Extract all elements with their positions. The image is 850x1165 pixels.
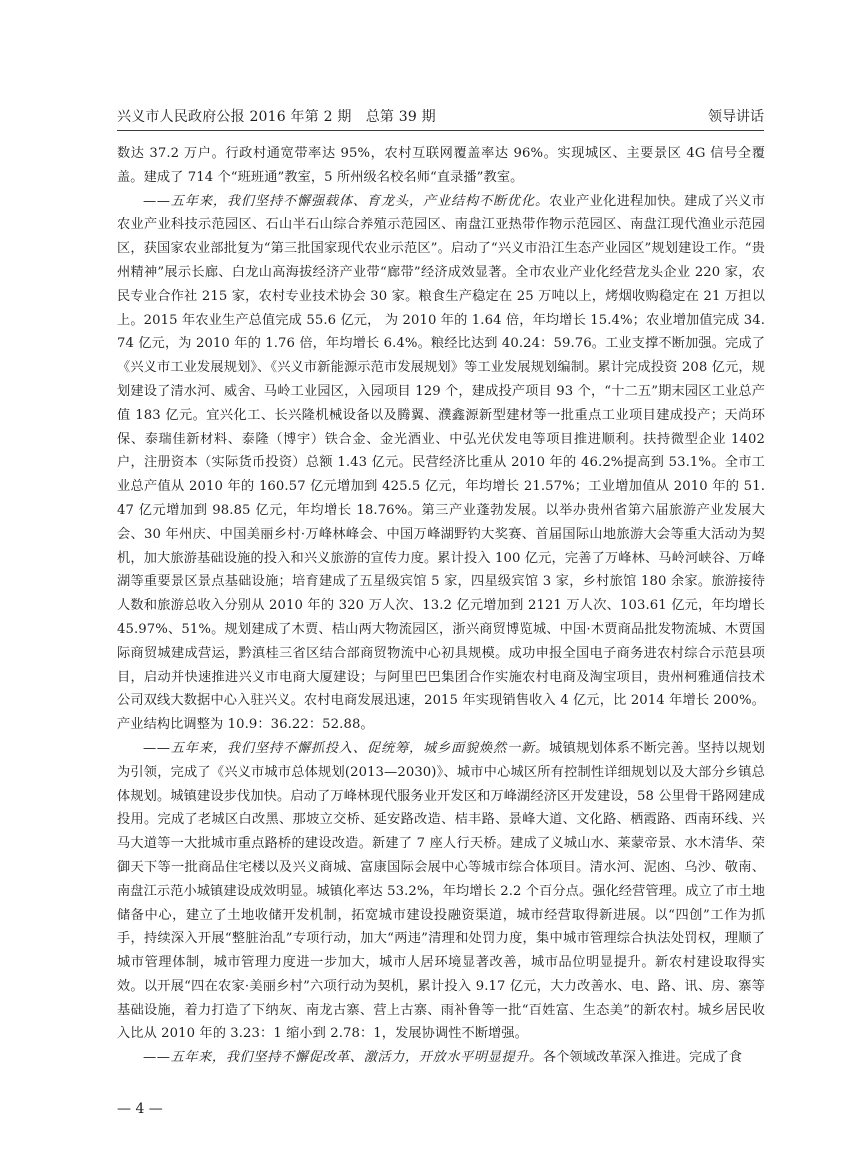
paragraph-lead: ——五年来，我们坚持不懈促改革、激活力，开放水平明显提升。 — [143, 1050, 543, 1066]
paragraph-text: 各个领域改革深入推进。完成了食 — [542, 1050, 743, 1066]
section-label: 领导讲话 — [708, 109, 764, 125]
paragraph-lead: ——五年来，我们坚持不懈强载体、育龙头，产业结构不断优化。 — [143, 193, 550, 209]
paragraph-text: 数达 37.2 万户。行政村通宽带率达 95%，农村互联网覆盖率达 96%。实现城区、主要景区 4G 信号全覆盖。建成了 714 个“班班通”教室，5 所州级名校名师“直录播”教室。 — [117, 146, 765, 185]
publication-title: 兴义市人民政府公报 2016 年第 2 期 总第 39 期 — [117, 109, 436, 125]
paragraph — [117, 1046, 765, 1070]
paragraph-lead: ——五年来，我们坚持不懈抓投入、促统筹，城乡面貌焕然一新。 — [143, 740, 550, 756]
paragraph — [117, 190, 765, 737]
page-number: — 4 — — [117, 1101, 163, 1117]
page-header — [117, 102, 764, 131]
paragraph — [117, 737, 765, 1046]
paragraph-text: 农业产业化进程加快。建成了兴义市农业产业科技示范园区、石山半石山综合养殖示范园区、南盘江亚热带作物示范园区、南盘江现代渔业示范园区，获国家农业部批复为“第三批国家现代农业示范区”。启动了“兴义市沿江生态产业园区”规划建设工作。“贵州精神”展示长廊、白龙山高海拔经济产业带“廊带”经济成效显著。全市农业产业化经营龙头企业 220 家，农民专业合作社 215 家，农村专业技术协会 30 家。粮食生产稳定在 25 万吨以上，烤烟收购稳定在 21 万担以上。2015 年农业生产总值完成 55.6 亿元， 为 2010 年的 1.64 倍，年均增长 15.4%；农业增加值完成 34.74 亿元，为 2010 年的 1.76 倍，年均增长 6.4%。粮经比达到 40.24：59.76。工业支撑不断加强。完成了《兴义市工业发展规划》、《兴义市新能源示范市发展规划》等工业发展规划编制。累计完成投资 208 亿元，规划建设了清水河、威舍、马岭工业园区，入园项目 129 个，建成投产项目 93 个，“十二五”期末园区工业总产值 183 亿元。宜兴化工、长兴隆机械设备以及腾翼、濮鑫源新型建材等一批重点工业项目建成投产；天尚环保、泰瑞佳新材料、泰隆（博宇）铁合金、金光酒业、中弘光伏发电等项目推进顺利。扶持微型企业 1402 户，注册资本（实际货币投资）总额 1.43 亿元。民营经济比重从 2010 年的 46.2%提高到 53.1%。全市工业总产值从 2010 年的 160.57 亿元增加到 425.5 亿元，年均增长 21.57%；工业增加值从 2010 年的 51.47 亿元增加到 98.85 亿元，年均增长 18.76%。第三产业蓬勃发展。以举办贵州省第六届旅游产业发展大会、30 年州庆、中国美丽乡村·万峰林峰会、中国万峰湖野钓大奖赛、首届国际山地旅游大会等重大活动为契机，加大旅游基础设施的投入和兴义旅游的宣传力度。累计投入 100 亿元，完善了万峰林、马岭河峡谷、万峰湖等重要景区景点基础设施；培育建成了五星级宾馆 5 家，四星级宾馆 3 家，乡村旅馆 180 余家。旅游接待人数和旅游总收入分别从 2010 年的 320 万人次、13.2 亿元增加到 2121 万人次、103.61 亿元，年均增长 45.97%、51%。规划建成了木贾、桔山两大物流园区，浙兴商贸博览城、中国·木贾商品批发物流城、木贾国际商贸城建成营运，黔滇桂三省区结合部商贸物流中心初具规模。成功申报全国电子商务进农村综合示范县项目，启动并快速推进兴义市电商大厦建设；与阿里巴巴集团合作实施农村电商及淘宝项目，贵州柯雅通信技术公司双线大数据中心入驻兴义。农村电商发展迅速，2015 年实现销售收入 4 亿元，比 2014 年增长 200%。产业结构比调整为 10.9：36.22：52.88。 — [117, 193, 765, 733]
paragraph — [117, 142, 765, 190]
article-body — [117, 142, 765, 1070]
paragraph-text: 城镇规划体系不断完善。坚持以规划为引领，完成了《兴义市城市总体规划(2013—2030)》、城市中心城区所有控制性详细规划以及大部分乡镇总体规划。城镇建设步伐加快。启动了万峰林现代服务业开发区和万峰湖经济区开发建设，58 公里骨干路网建成投用。完成了老城区白改黑、那坡立交桥、延安路改造、桔丰路、景峰大道、文化路、栖霞路、西南环线、兴马大道等一大批城市重点路桥的建设改造。新建了 7 座人行天桥。建成了义城山水、莱蒙帝景、水木清华、荣御天下等一批商品住宅楼以及兴义商城、富康国际会展中心等城市综合体项目。清水河、泥凼、乌沙、敬南、南盘江示范小城镇建设成效明显。城镇化率达 53.2%，年均增长 2.2 个百分点。强化经营管理。成立了市土地储备中心，建立了土地收储开发机制，拓宽城市建设投融资渠道，城市经营取得新进展。以“四创”工作为抓手，持续深入开展“整脏治乱”专项行动，加大“两违”清理和处罚力度，集中城市管理综合执法处罚权，理顺了城市管理体制，城市管理力度进一步加大，城市人居环境显著改善，城市品位明显提升。新农村建设取得实效。以开展“四在农家·美丽乡村”六项行动为契机，累计投入 9.17 亿元，大力改善水、电、路、讯、房、寨等基础设施，着力打造了下纳灰、南龙古寨、营上古寨、雨补鲁等一批“百姓富、生态美”的新农村。城乡居民收入比从 2010 年的 3.23：1 缩小到 2.78：1，发展协调性不断增强。 — [117, 740, 765, 1042]
